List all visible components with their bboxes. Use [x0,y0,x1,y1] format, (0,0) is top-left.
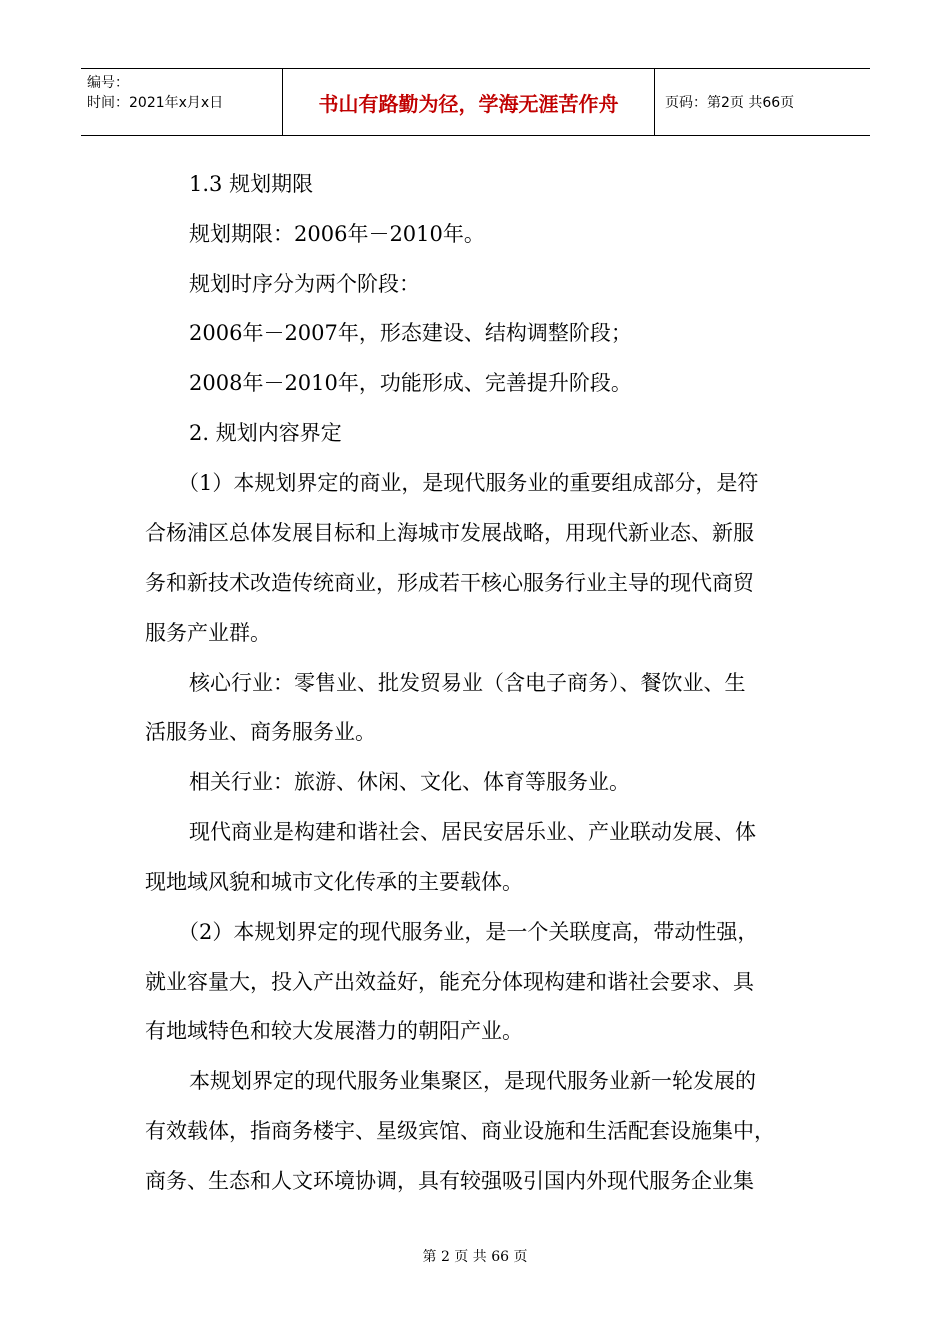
paragraph-line: 现地域风貌和城市文化传承的主要载体。 [145,870,523,894]
paragraph-line: （1）本规划界定的商业，是现代服务业的重要组成部分，是符 [178,471,759,495]
paragraph-line: 务和新技术改造传统商业，形成若干核心服务行业主导的现代商贸 [145,571,754,595]
paragraph-line: 规划时序分为两个阶段： [189,272,420,296]
paragraph-line: 核心行业：零售业、批发贸易业（含电子商务）、餐饮业、生 [189,671,746,695]
header-motto: 书山有路勤为径，学海无涯苦作舟 [283,69,655,135]
header-meta [81,69,283,135]
paragraph-line: 本规划界定的现代服务业集聚区，是现代服务业新一轮发展的 [189,1069,756,1093]
paragraph-line: 现代商业是构建和谐社会、居民安居乐业、产业联动发展、体 [189,820,756,844]
paragraph-line: 规划期限：2006年－2010年。 [189,222,485,246]
page-footer: 第 2 页 共 66 页 [422,1249,528,1265]
paragraph-line: 有地域特色和较大发展潜力的朝阳产业。 [145,1019,523,1043]
paragraph-line: 就业容量大，投入产出效益好，能充分体现构建和谐社会要求、具 [145,970,754,994]
paragraph-line: 有效载体，指商务楼宇、星级宾馆、商业设施和生活配套设施集中， [145,1119,775,1143]
paragraph-line: 相关行业：旅游、休闲、文化、体育等服务业。 [189,770,630,794]
paragraph-line: 服务产业群。 [145,621,271,645]
section-heading: 1.3 规划期限 [189,172,314,196]
paragraph-line: 合杨浦区总体发展目标和上海城市发展战略，用现代新业态、新服 [145,521,754,545]
header-page-info: 页码：第2页 共66页 [665,95,795,111]
document-date: 时间：2021年x月x日 [87,95,224,111]
paragraph-line: 商务、生态和人文环境协调，具有较强吸引国内外现代服务企业集 [145,1169,754,1193]
paragraph-line: 2008年－2010年，功能形成、完善提升阶段。 [189,371,632,395]
paragraph-line: 活服务业、商务服务业。 [145,720,376,744]
document-number-label: 编号： [87,75,129,91]
page-header [81,68,870,136]
paragraph-line: 2006年－2007年，形态建设、结构调整阶段； [189,321,632,345]
section-heading: 2. 规划内容界定 [189,421,342,445]
paragraph-line: （2）本规划界定的现代服务业，是一个关联度高，带动性强， [178,920,759,944]
